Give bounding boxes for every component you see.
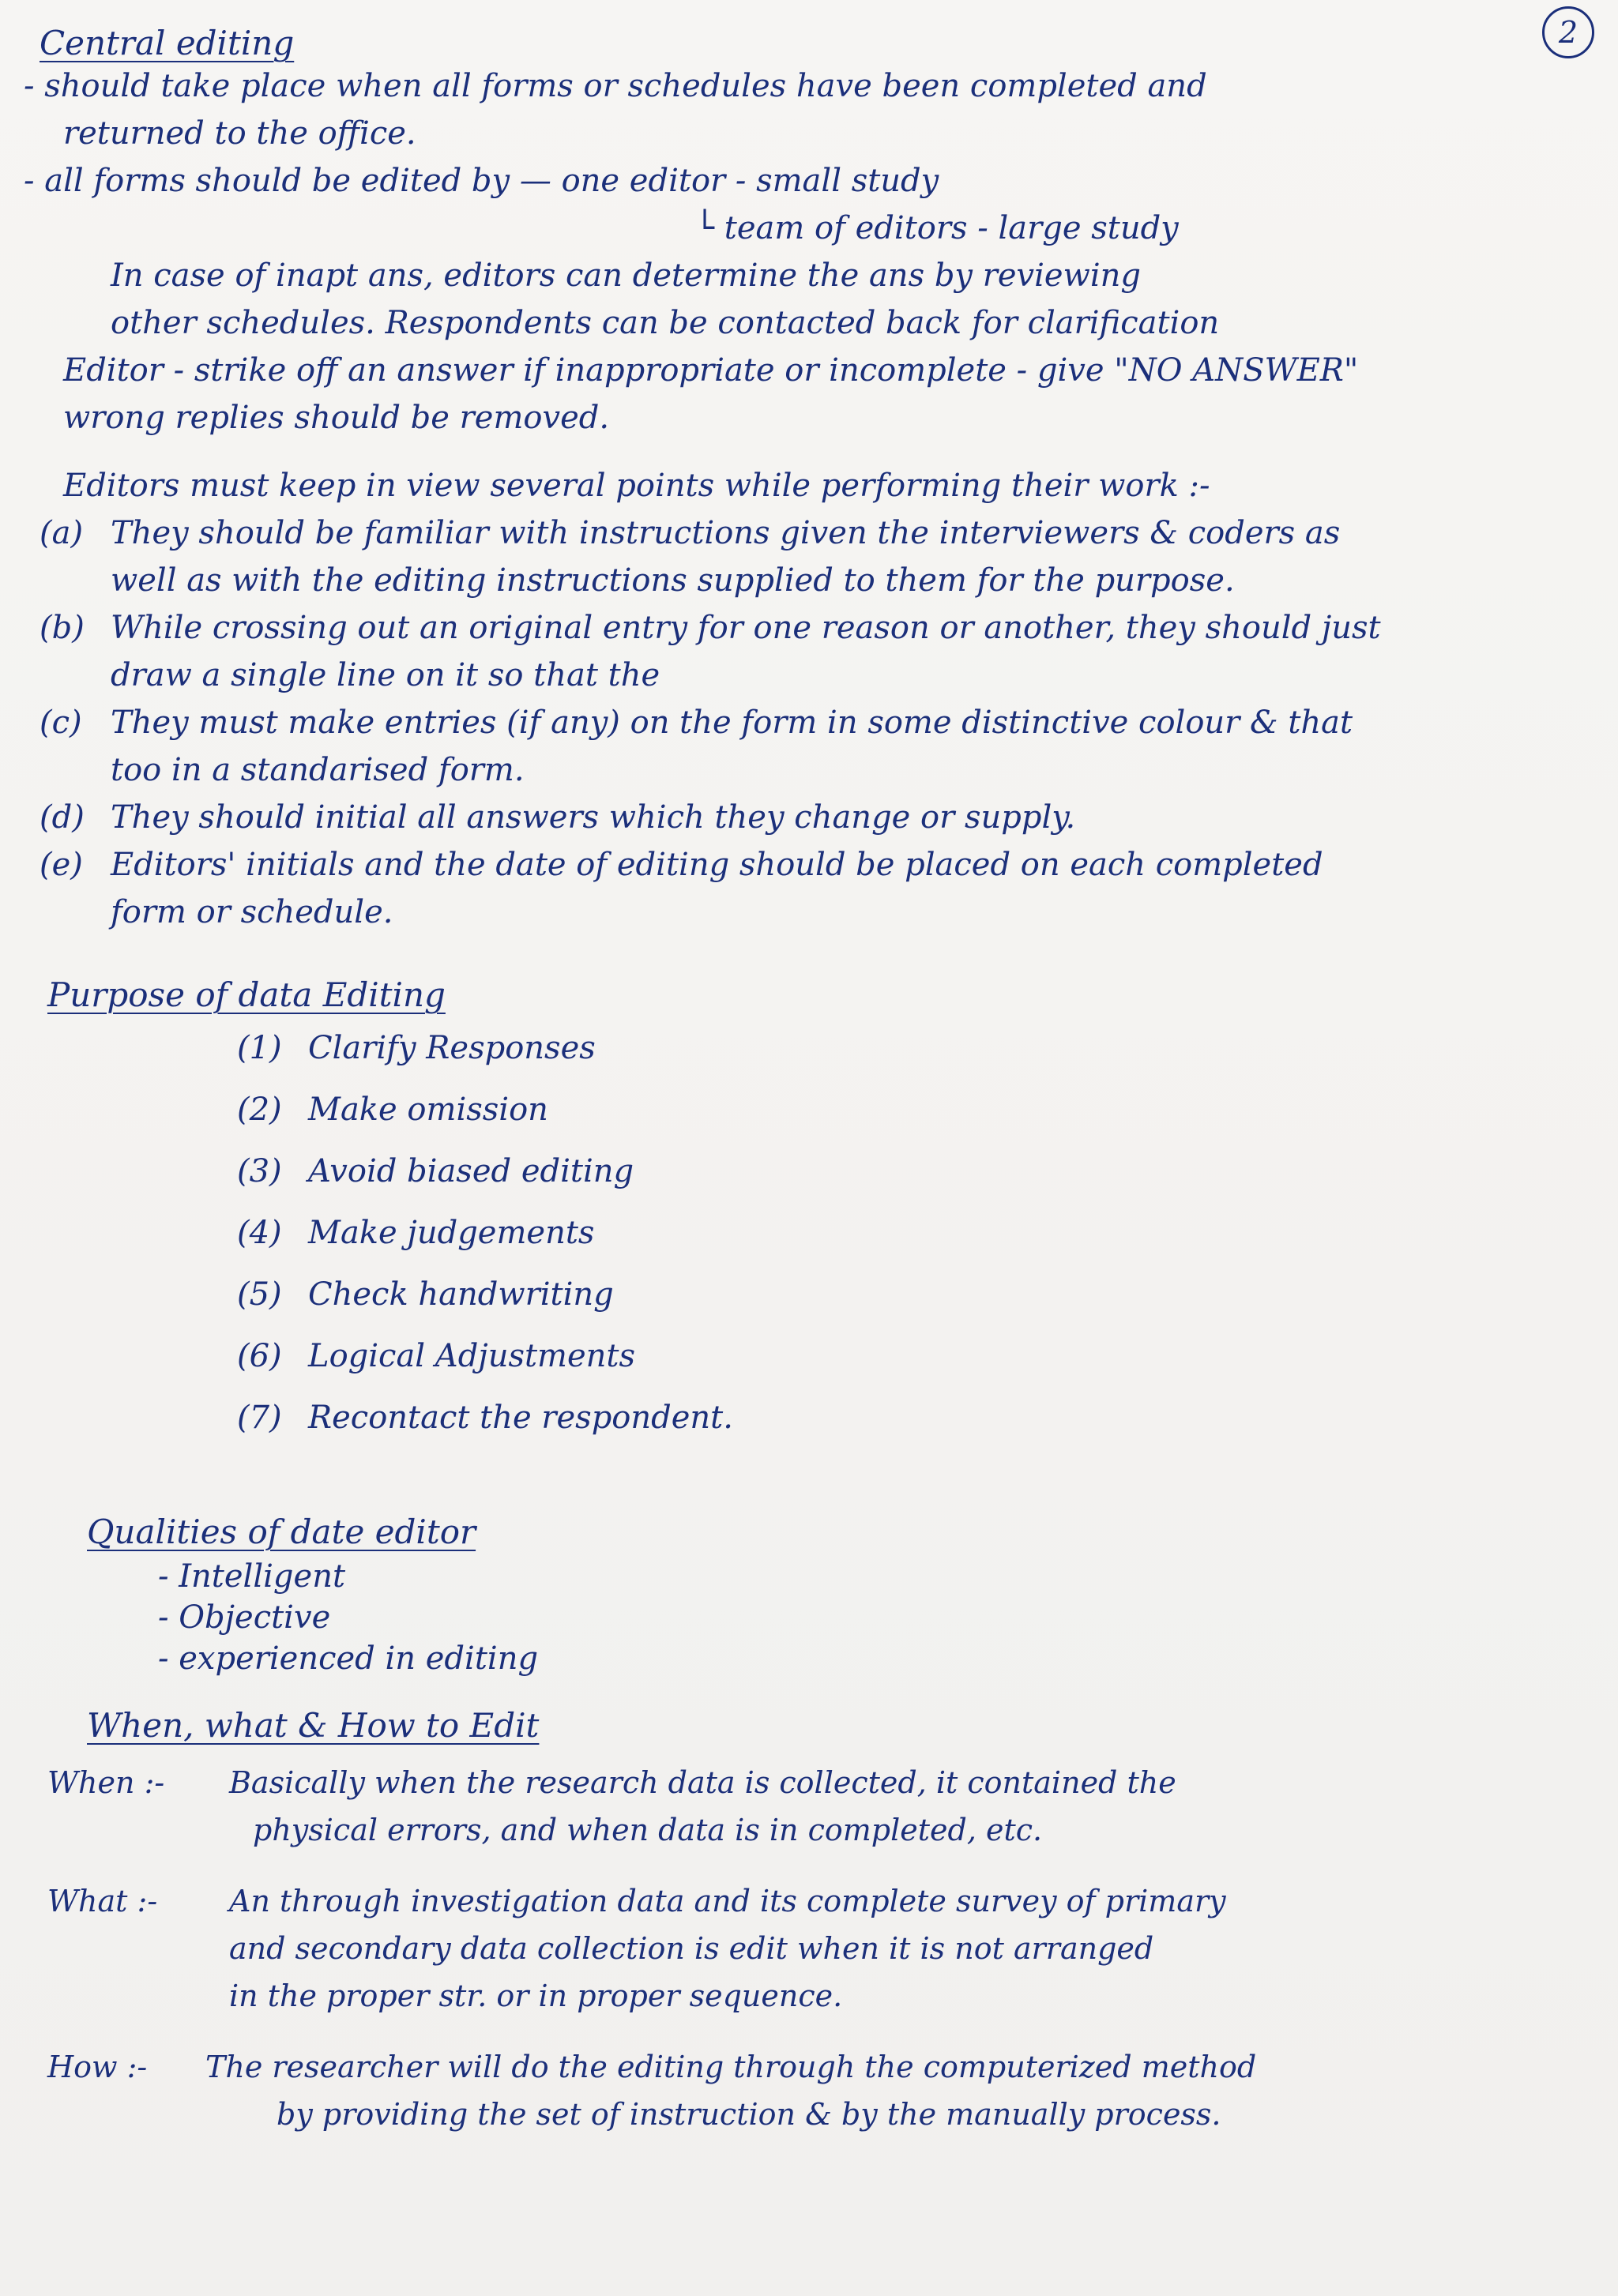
purpose-item-4: (4) Make judgements (237, 1215, 595, 1251)
central-line-2: returned to the office. (63, 115, 416, 152)
purpose-item-2: (2) Make omission (237, 1092, 548, 1128)
what-block (47, 1877, 1612, 2020)
how-line-2: by providing the set of instruction & by the manually process. (277, 2097, 1221, 2132)
purpose-item-5: (5) Check handwriting (237, 1276, 614, 1313)
point-d-line-1: (d) They should initial all answers which they change or supply. (24, 794, 1588, 841)
how-label: How :- (47, 2050, 148, 2084)
point-e-line-2: form or schedule. (111, 894, 393, 930)
purpose-item-1: (1) Clarify Responses (237, 1030, 596, 1066)
editor-points-section (24, 462, 1588, 936)
point-c-line-1: (c) They must make entries (if any) on the form in some distinctive colour & that (24, 699, 1588, 746)
point-a-line-1: (a) They should be familiar with instructions given the interviewers & coders as (24, 509, 1588, 557)
point-b-num: (b) (40, 610, 85, 646)
quality-item-1: - Intelligent (158, 1558, 346, 1595)
wwh-heading: When, what & How to Edit (87, 1706, 540, 1745)
qualities-heading: Qualities of date editor (87, 1513, 476, 1551)
central-line-4: └ team of editors - large study (695, 210, 1179, 246)
central-line-7: Editor - strike off an answer if inappropriate or incomplete - give "NO ANSWER" (63, 352, 1359, 389)
point-b-line-1: (b) While crossing out an original entry for one reason or another, they should just (24, 604, 1588, 652)
central-line-6: other schedules. Respondents can be contacted back for clarification (111, 305, 1220, 341)
quality-item-3: - experienced in editing (158, 1640, 539, 1677)
point-a-num: (a) (40, 515, 84, 551)
point-e-line-1: (e) Editors' initials and the date of editing should be placed on each completed (24, 841, 1588, 889)
purpose-item-7: (7) Recontact the respondent. (237, 1400, 733, 1436)
central-line-5: In case of inapt ans, editors can determine the ans by reviewing (111, 257, 1141, 294)
when-label: When :- (47, 1765, 165, 1800)
when-line-2: physical errors, and when data is in completed, etc. (253, 1813, 1043, 1847)
what-line-3: in the proper str. or in proper sequence. (229, 1978, 843, 2013)
when-line-1: Basically when the research data is collected, it contained the (229, 1765, 1176, 1800)
purpose-heading: Purpose of data Editing (47, 975, 446, 1014)
qualities-list (87, 1556, 877, 1679)
central-line-1: - should take place when all forms or schedules have been completed and (24, 68, 1207, 104)
central-line-8: wrong replies should be removed. (63, 400, 610, 436)
when-what-how-section (47, 1706, 1612, 2138)
what-line-2: and secondary data collection is edit when it is not arranged (229, 1931, 1154, 1966)
what-line-1: An through investigation data and its complete survey of primary (229, 1884, 1226, 1918)
point-a-line-2: well as with the editing instructions supplied to them for the purpose. (111, 562, 1235, 599)
point-d-num: (d) (40, 799, 85, 836)
how-line-1: The researcher will do the editing through the computerized method (205, 2050, 1257, 2084)
point-c-line-2: too in a standarised form. (111, 752, 525, 788)
central-editing-heading: Central editing (40, 24, 295, 62)
how-block (47, 2043, 1612, 2138)
page-number: 2 (1542, 6, 1594, 58)
qualities-section (87, 1513, 877, 1679)
point-b-line-2: draw a single line on it so that the (111, 657, 660, 693)
central-line-3: - all forms should be edited by — one editor - small study (24, 163, 939, 199)
central-editing-section (24, 24, 1588, 442)
purpose-item-6: (6) Logical Adjustments (237, 1338, 636, 1374)
point-c-num: (c) (40, 705, 82, 741)
points-intro: Editors must keep in view several points while performing their work :- (63, 468, 1210, 504)
what-label: What :- (47, 1884, 158, 1918)
when-block (47, 1759, 1612, 1854)
purpose-list (47, 1017, 995, 1449)
point-e-num: (e) (40, 847, 83, 883)
purpose-section (47, 975, 995, 1449)
purpose-item-3: (3) Avoid biased editing (237, 1153, 634, 1189)
quality-item-2: - Objective (158, 1599, 331, 1636)
